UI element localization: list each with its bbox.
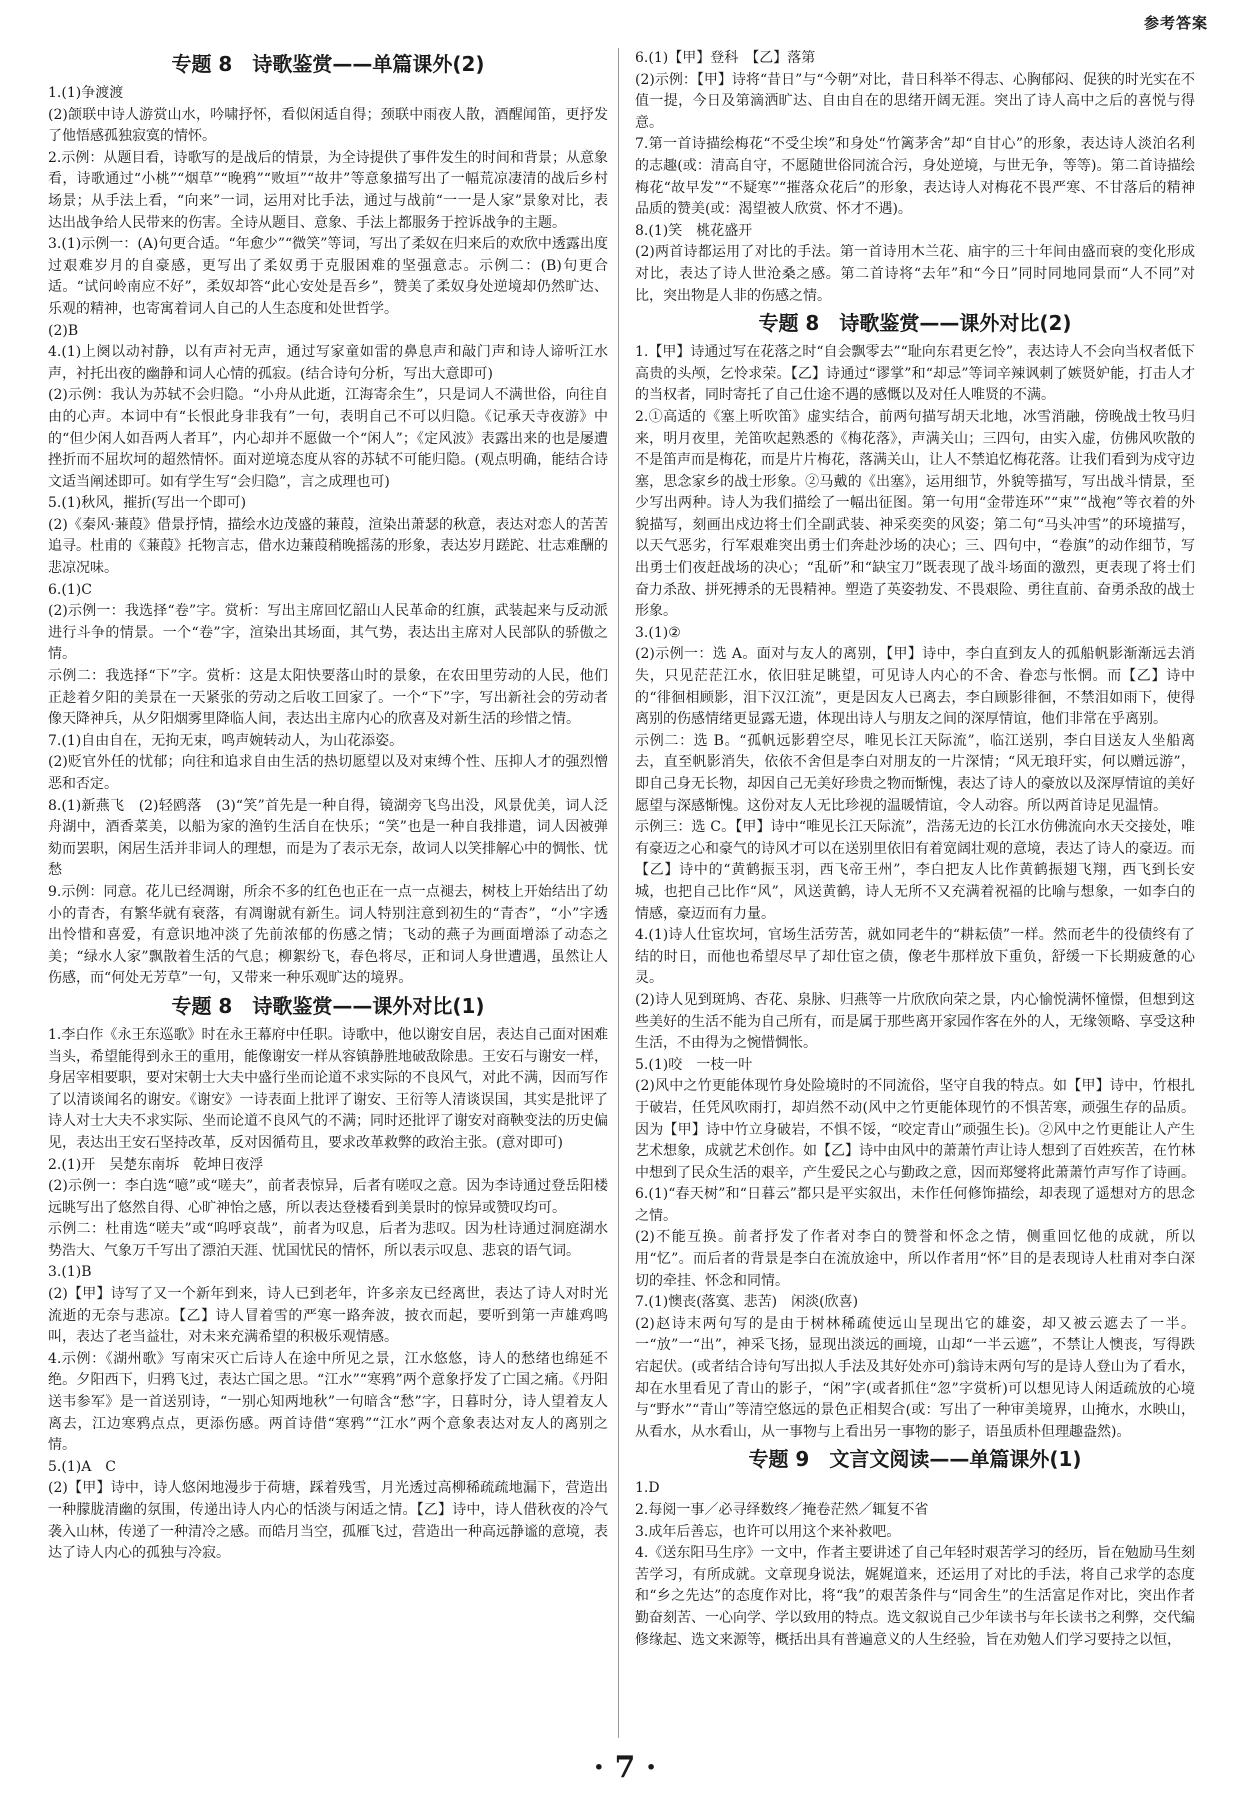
answer-paragraph: 1.【甲】诗通过写在花落之时“自会飘零去”“耻向东君更乞怜”，表达诗人不会向当权者低下高贵的头颅，乞怜求荣。【乙】诗通过“谬掌”和“却忌”等词辛辣讽刺了嫉贤妒能，打击人才的当权者，同时寄托了自己仕途不遇的感慨以及对任人唯贤的不满。 (635, 344, 1195, 404)
right-column (635, 48, 1195, 1651)
answer-paragraph: 示例二：我选择“下”字。赏析：这是太阳快要落山时的景象，在农田里劳动的人民，他们正趁着夕阳的美景在一天紧张的劳动之后收工回家了。一个“下”字，写出新社会的劳动者像天降神兵，从夕阳烟雾里降临人间，表达出主席内心的欣喜及对新生活的珍惜之情。 (48, 668, 608, 728)
answer-paragraph: 7.(1)懊丧(落寞、悲苦) 闲淡(欣喜) (635, 1294, 859, 1311)
answer-paragraph: (2)示例一：我选择“卷”字。赏析：写出主席回忆韶山人民革命的红旗，武装起来与反动派进行斗争的情景。一个“卷”字，渲染出其场面，其气势，表达出主席对人民部队的骄傲之情。 (48, 603, 608, 663)
page-number: · 7 · (593, 1750, 657, 1785)
answer-paragraph: 8.(1)笑 桃花盛开 (635, 222, 753, 239)
answer-paragraph: 4.示例：《湖州歌》写南宋灭亡后诗人在途中所见之景，江水悠悠，诗人的愁绪也绵延不绝。夕阳西下，归鸦飞过，表达亡国之思。“江水”“寒鸦”两个意象抒发了亡国之痛。《丹阳送韦参军》是一首送别诗，“一别心知两地秋”一句暗含“愁”字，日暮时分，诗人望着友人离去，江边寒鸦点点，更添伤感。两首诗借“寒鸦”“江水”两个意象表达对友人的离别之情。 (48, 1350, 608, 1454)
answer-paragraph: (2)B (48, 322, 79, 339)
answer-paragraph: (2)示例：【甲】诗将“昔日”与“今朝”对比，昔日科举不得志、心胸郁闷、促狭的时光实在不值一提，今日及第滴洒旷达、自由自在的思绪开阔无涯。突出了诗人高中之后的喜悦与得意。 (635, 71, 1195, 131)
answer-paragraph: 8.(1)新燕飞 (2)轻鸥落 (3)“笑”首先是一种自得，镜湖旁飞鸟出没，风景优美，词人泛舟湖中，酒香菜美，以船为家的渔钓生活自在快乐；“笑”也是一种自我排遣，词人因被弹劾而罢职，闲居生活并非词人的理想，而是为了表示无奈，故词人以笑排解心中的惆怅、忧愁 (48, 797, 608, 879)
answer-paragraph: (2)【甲】诗中，诗人悠闲地漫步于荷塘，踩着残雪，月光透过高柳稀疏疏地漏下，营造出一种朦胧清幽的氛围，传递出诗人内心的恬淡与闲适之情。【乙】诗中，诗人借秋夜的冷气袭入山林，传递了一种清冷之感。而皓月当空，孤雁飞过，营造出一种高远静谧的意境，表达了诗人内心的孤独与冷寂。 (48, 1480, 608, 1562)
left-column (48, 48, 608, 1565)
answer-paragraph: (2)两首诗都运用了对比的手法。第一首诗用木兰花、庙宇的三十年间由盛而衰的变化形成对比，表达了诗人世沧桑之感。第二首诗将“去年”和“今日”同时同地同景而“人不同”对比，突出物是人非的伤感之情。 (635, 244, 1195, 304)
answer-paragraph: 4.(1)上阕以动衬静，以有声衬无声，通过写家童如雷的鼻息声和敲门声和诗人谛听江水声，衬托出夜的幽静和词人心情的孤寂。(结合诗句分析，写出大意即可) (48, 344, 608, 382)
answer-paragraph: (2)风中之竹更能体现竹身处险境时的不同流俗，坚守自我的特点。如【甲】诗中，竹根扎于破岩，任凭风吹雨打，却岿然不动(风中之竹更能体现竹的不惧苦寒，顽强生存的品质。因为【甲】诗中竹立身破岩，不惧不馁，“咬定青山”顽强生长)。②风中之竹更能让人产生艺术想象，成就艺术创作。如【乙】诗中由风中的萧萧竹声让诗人想到了百姓疾苦，在竹林中想到了民众生活的艰辛，产生爱民之心与勤政之意，因而郑燮将此萧萧竹声写作了诗画。 (635, 1078, 1195, 1181)
answer-paragraph: (2)贬官外任的忧郁；向往和追求自由生活的热切愿望以及对束缚个性、压抑人才的强烈憎恶和否定。 (48, 754, 608, 792)
answer-paragraph: 2.示例：从题目看，诗歌写的是战后的情景，为全诗提供了事件发生的时间和背景；从意象看，诗歌通过“小桃”“烟草”“晚鸦”“败垣”“故井”等意象描写出了一幅荒凉凄清的战后乡村场景；从手法上看，“向来”一词，运用对比手法，通过与战前“一一是人家”景象对比，表达出战争给人民带来的伤害。全诗从题目、意象、手法上都服务于控诉战争的主题。 (48, 149, 608, 231)
answer-paragraph: 1.(1)争渡渡 (48, 85, 124, 101)
answer-paragraph: 2.(1)开 吴楚东南坼 乾坤日夜浮 (48, 1156, 264, 1173)
answer-paragraph: (2)示例：我认为苏轼不会归隐。“小舟从此逝，江海寄余生”，只是词人不满世俗，向往自由的心声。本词中有“长恨此身非我有”一句，表明自己不可以归隐。《记承天寺夜游》中的“但少闲人如吾两人者耳”，内心却并不愿做一个“闲人”；《定风波》表露出来的也是屡遭挫折而不屈坎坷的超然情怀。面对逆境态度从容的苏轼不可能归隐。(观点明确，能结合诗文适当阐述即可。如有学生写“会归隐”，言之成理也可) (48, 387, 608, 490)
answer-paragraph: 3.(1)B (48, 1264, 92, 1281)
answer-paragraph: 2.①高适的《塞上听吹笛》虚实结合，前两句描写胡天北地，冰雪消融，傍晚战士牧马归来，明月夜里，羌笛吹起熟悉的《梅花落》，声满关山；三四句，由实入虚，仿佛风吹散的不是笛声而是梅花，而是片片梅花，落满关山，让人不禁追忆梅花落。让我们看到为戍守边塞，思念家乡的战士形象。②马戴的《出塞》，运用细节，外貌等描写，写出战斗情景，至少写出两种。诗人为我们描绘了一幅出征图。第一句用“金带连环”“束”“战袍”等衣着的外貌描写，刻画出戍边将士们全副武装、神采奕奕的风姿；第二句“马头冲雪”的环境描写，以天气恶劣，行军艰难突出勇士们奔赴沙场的决心；三、四句中，“卷旗”的动作细节，写出勇士们夜赶战场的决心；“乱斫”和“缺宝刀”既表现了战斗场面的激烈，更表现了将士们奋力杀敌、拼死搏杀的无畏精神。塑造了英姿勃发、不畏艰险、勇往直前、奋勇杀敌的战士形象。 (635, 408, 1195, 620)
section-heading: 专题 8 诗歌鉴赏——单篇课外(2) (171, 52, 485, 76)
answer-paragraph: (2)示例一：李白选“噫”或“嗟夫”，前者表惊异，后者有嗟叹之意。因为李诗通过登岳阳楼远眺写出了悠然自得、心旷神怡之感，所以表达登楼看到美景时的惊异或赞叹均可。 (48, 1178, 608, 1216)
section-heading: 专题 8 诗歌鉴赏——课外对比(1) (171, 993, 485, 1018)
answer-paragraph: 5.(1)A C (48, 1458, 117, 1475)
answer-paragraph: 6.(1)“春天树”和“日暮云”都只是平实叙出，未作任何修饰描绘，却表现了遥想对方的思念之情。 (635, 1186, 1195, 1224)
answer-paragraph: 3.(1)② (635, 624, 681, 641)
answer-paragraph: 示例二：选 B。“孤帆远影碧空尽，唯见长江天际流”，临江送别，李白目送友人坐船离去，直至帆影消失，依依不舍但是李白对朋友的一片深情；“风无琅玕实，何以赠远游”，即自己身无长物，却因自己无美好珍贵之物而惭愧，表达了诗人的豪放以及深厚情谊的美好愿望与深感惭愧。这份对友人无比珍视的温暖情谊，令人动容。所以两首诗足见温情。 (635, 732, 1195, 814)
answer-paragraph: 示例二：杜甫选“嗟夫”或“呜呼哀哉”，前者为叹息，后者为悲叹。因为杜诗通过洞庭湖水势浩大、气象万千写出了漂泊天涯、忧国忧民的情怀，所以表示叹息、悲哀的语气词。 (48, 1221, 608, 1259)
answer-paragraph: (2)示例一：选 A。面对与友人的离别，【甲】诗中，李白直到友人的孤船帆影渐渐远去消失，只见茫茫江水，依旧驻足眺望，可见诗人内心的不舍、眷恋与怅惘。而【乙】诗中的“徘徊相顾影，泪下汉江流”，更是因友人已离去，李白顾影徘徊，不禁泪如雨下，使得离别的伤感情绪更显露无遗，体现出诗人与朋友之间的深厚情谊，他们非常在乎离别。 (635, 646, 1195, 728)
answer-paragraph: (2)【甲】诗写了又一个新年到来，诗人已到老年，许多亲友已经离世，表达了诗人对时光流逝的无奈与悲凉。【乙】诗人冒着雪的严寒一路奔波，披衣而起，要听到第一声雄鸡鸣叫，表达了老当益壮，对未来充满希望的积极乐观情感。 (48, 1286, 608, 1346)
answer-paragraph: 7.第一首诗描绘梅花“不受尘埃”和身处“竹篱茅舍”却“自甘心”的形象，表达诗人淡泊名利的志趣(或：清高自守，不愿随世俗同流合污，身处逆境，与世无争，等等)。第二首诗描绘梅花“故早发”“不疑寒”“摧落众花后”的形象，表达诗人对梅花不畏严寒、不甘落后的精神品质的赞美(或：渴望被人欣赏、怀才不遇)。 (635, 136, 1195, 218)
column-divider (618, 48, 619, 1738)
answer-paragraph: 6.(1)【甲】登科 【乙】落第 (635, 50, 816, 66)
answer-paragraph: 5.(1)咬 一枝一叶 (635, 1056, 753, 1073)
page-header-label: 参考答案 (1143, 14, 1208, 32)
answer-paragraph: (2)颌联中诗人游赏山水，吟啸抒怀，看似闲适自得；颈联中雨夜人散，酒醒闻笛，更抒发了他悟感孤独寂寞的情怀。 (48, 106, 608, 145)
answer-paragraph: (2)不能互换。前者抒发了作者对李白的赞誉和怀念之情，侧重回忆他的成就，所以用“忆”。而后者的背景是李白在流放途中，所以作者用“怀”目的是表现诗人杜甫对李白深切的牵挂、怀念和同情。 (635, 1229, 1195, 1289)
answer-paragraph: 2.每阅一事／必寻绎数终／掩卷茫然／辄复不省 (635, 1502, 929, 1518)
answer-paragraph: 1.李白作《永王东巡歌》时在永王幕府中任职。诗歌中，他以谢安自居，表达自己面对困难当头，希望能得到永王的重用，能像谢安一样从容镇静胜地破敌除患。王安石与谢安一样，身居宰相要职，要对宋朝士大夫中盛行坐而论道不求实际的不良风气，对此不满，因而写作了以清谈闻名的谢安。《谢安》一诗表面上批评了谢安、王衍等人清谈误国，其实是批评了诗人对士大夫不求实际、坐而论道不良风气的不满；同时还批评了谢安对商鞅变法的历史偏见，表达出王安石坚持改革，反对因循苟且，要求改革救弊的政治主张。(意对即可) (48, 1026, 608, 1151)
answer-paragraph: 4.《送东阳马生序》一文中，作者主要讲述了自己年轻时艰苦学习的经历，旨在勉励马生刻苦学习，有所成就。文章现身说法，娓娓道来，还运用了对比的手法，将自己求学的态度和“乡之先达”的态度作对比，将“我”的艰苦条件与“同舍生”的生活富足作对比，突出作者勤奋刻苦、一心向学、学以致用的特点。选文叙说自己少年读书与年长读书之利弊，交代编修缘起、选文来源等，概括出具有普遍意义的人生经验，旨在劝勉人们学习要持之以恒， (635, 1545, 1195, 1648)
answer-paragraph: 3.(1)示例一：(A)句更合适。“年愈少”“微笑”等词，写出了柔奴在归来后的欢欣中透露出度过艰难岁月的自豪感，更写出了柔奴勇于克服困难的坚强意志。示例二：(B)句更合适。“试问岭南应不好”，柔奴却答“此心安处是吾乡”，赞美了柔奴身处逆境却仍然旷达、乐观的精神，也寄寓着词人自己的人生态度和处世哲学。 (48, 236, 608, 317)
section-heading: 专题 9 文言文阅读——单篇课外(1) (748, 1447, 1082, 1472)
answer-paragraph: 5.(1)秋风，摧折(写出一个即可) (48, 495, 247, 512)
answer-paragraph: (2)赵诗末两句写的是由于树林稀疏使远山呈现出它的雄姿，却又被云遮去了一半。一“放”一“出”，神采飞扬，显现出淡远的画境，山却“一半云遮”，不禁让人懊丧，写得跌宕起伏。(或者结合诗句写出拟人手法及其好处亦可)翁诗末两句写的是诗人登山为了看水，却在水里看见了青山的影子，“闲”字(或者抓住“忽”字赏析)可以想见诗人闲适疏放的心境与“野水”“青山”等清空悠远的景色正相契合(或：写出了一种审美境界，山掩水，水映山，从看水，从水看山，从一事物与上看出另一事物的影子，语虽质朴但理趣盎然)。 (635, 1315, 1195, 1440)
answer-paragraph: 1.D (635, 1480, 660, 1497)
answer-paragraph: (2)诗人见到斑鸠、杏花、泉脉、归燕等一片欣欣向荣之景，内心愉悦满怀憧憬，但想到这些美好的生活不能为自己所有，而是属于那些离开家园作客在外的人，无缘领略、享受这种生活，不由得为之惋惜惆怅。 (635, 991, 1195, 1052)
answer-paragraph: 9.示例：同意。花儿已经凋谢，所余不多的红色也正在一点一点褪去，树枝上开始结出了幼小的青杏，有繁华就有衰落，有凋谢就有新生。词人特别注意到初生的“青杏”，“小”字透出怜惜和喜爱，有意识地冲淡了先前浓郁的伤感之情；飞动的燕子为画面增添了动态之美；“绿水人家”飘散着生活的气息；柳絮纷飞，春色将尽，正和词人身世遭遇，虽然让人伤感，而“何处无芳草”一句，又带来一种乐观旷达的境界。 (48, 883, 608, 987)
answer-paragraph: (2)《秦风·蒹葭》借景抒情，描绘水边茂盛的蒹葭，渲染出萧瑟的秋意，表达对恋人的苦苦追寻。杜甫的《蒹葭》托物言志，借水边蒹葭稍晚摇荡的形象，表达岁月蹉跎、壮志难酬的悲凉况味。 (48, 516, 608, 577)
answer-paragraph: 3.成年后善忘，也许可以用这个来补救吧。 (635, 1523, 901, 1540)
answer-paragraph: 7.(1)自由自在，无拘无束，鸣声婉转动人，为山花添姿。 (48, 732, 404, 749)
section-heading: 专题 8 诗歌鉴赏——课外对比(2) (758, 311, 1072, 336)
answer-paragraph: 6.(1)C (48, 581, 92, 598)
answer-paragraph: 4.(1)诗人仕宦坎坷，官场生活劳苦，就如同老牛的“耕耘债”一样。然而老牛的役债终有了结的时日，而他也希望尽早了却仕宦之债，像老牛那样放下重负，舒缓一下长期疲惫的心灵。 (635, 927, 1195, 987)
answer-paragraph: 示例三：选 C。【甲】诗中“唯见长江天际流”，浩荡无边的长江水仿佛流向水天交接处，唯有豪迈之心和豪气的诗风才可以在送别里依旧有着宽阔壮观的意境，表达了诗人的豪迈。而【乙】诗中的“黄鹤振玉羽，西飞帝王州”，李白把友人比作黄鹤振翅飞翔，西飞到长安城，也把自己比作“风”，风送黄鹤，诗人无所不又充满着祝福的比喻与想象，一如李白的情感，豪迈而有力量。 (635, 819, 1195, 922)
